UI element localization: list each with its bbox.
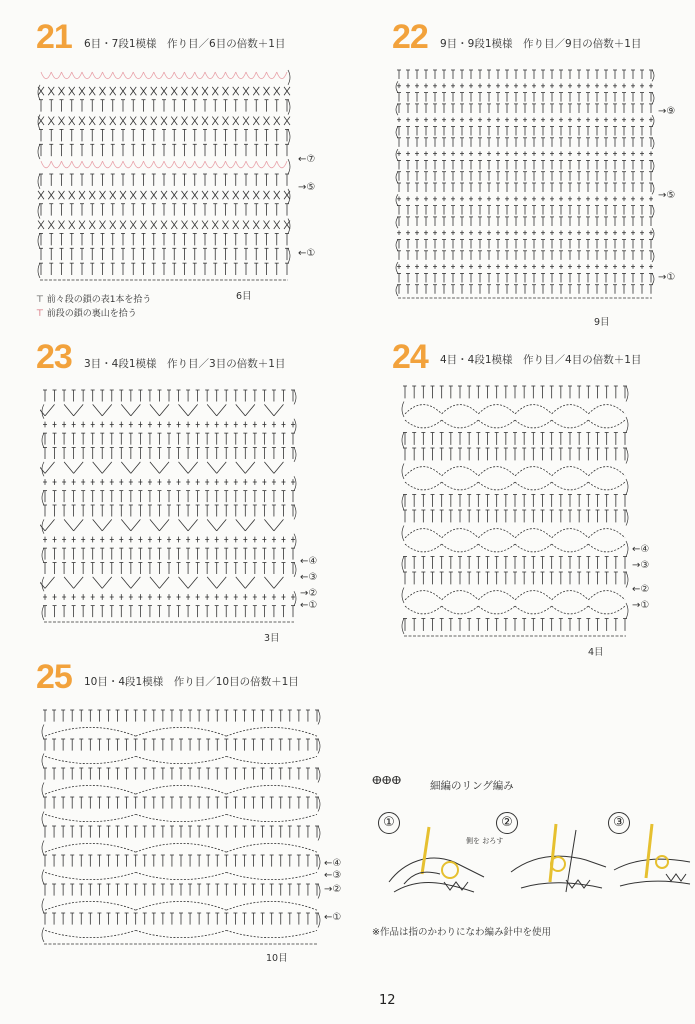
- page-number: 12: [379, 993, 396, 1008]
- pattern-24-row-1: →①: [632, 600, 650, 611]
- pattern-23-repeat: 3目: [264, 633, 280, 644]
- ring-symbol: ⴲⴲⴲ: [372, 774, 402, 787]
- pattern-21-row-5: →⑤: [298, 182, 316, 193]
- ring-illustration-2: [506, 822, 610, 898]
- pattern-22-row-1: →①: [658, 272, 676, 283]
- pattern-21-row-7: ←⑦: [298, 154, 316, 165]
- ring-step-1: ①: [378, 812, 400, 834]
- legend-21-line1: ⊤ 前々段の鎖の表1本を拾う: [36, 295, 152, 305]
- pattern-24-row-4: ←④: [632, 544, 650, 555]
- pattern-21-caption: 6目・7段1模様 作り目／6目の倍数＋1目: [84, 38, 286, 50]
- pattern-25-number: 25: [36, 658, 72, 696]
- pattern-25-chart: [40, 704, 322, 950]
- pattern-25-row-3: ←③: [324, 870, 342, 881]
- ring-step-2: ②: [496, 812, 518, 834]
- pattern-23-number: 23: [36, 338, 72, 376]
- pattern-21-number: 21: [36, 18, 72, 56]
- pattern-23-row-4: ←④: [300, 556, 318, 567]
- pattern-21-row-1: ←①: [298, 248, 316, 259]
- pattern-25-repeat: 10目: [266, 953, 288, 964]
- pattern-22-row-9: →⑨: [658, 106, 676, 117]
- ring-illustration-1: [384, 822, 494, 898]
- pattern-23-chart: [40, 384, 298, 628]
- ring-title: 細編のリング編み: [430, 780, 514, 792]
- pattern-24-row-2: ←②: [632, 584, 650, 595]
- ring-footnote: ※作品は指のかわりになわ編み針中を使用: [372, 927, 551, 938]
- pattern-23-caption: 3目・4段1模様 作り目／3目の倍数＋1目: [84, 358, 286, 370]
- pattern-25-row-2: →②: [324, 884, 342, 895]
- pattern-22-number: 22: [392, 18, 428, 56]
- pattern-22-repeat: 9目: [594, 317, 610, 328]
- pattern-23-row-2: →②: [300, 588, 318, 599]
- pattern-24-caption: 4目・4段1模様 作り目／4目の倍数＋1目: [440, 354, 642, 366]
- ring-illustration-3: [612, 822, 692, 898]
- pattern-22-caption: 9目・9段1模様 作り目／9目の倍数＋1目: [440, 38, 642, 50]
- pattern-25-caption: 10目・4段1模様 作り目／10目の倍数＋1目: [84, 676, 299, 688]
- pattern-24-repeat: 4目: [588, 647, 604, 658]
- pattern-24-chart: [400, 380, 630, 642]
- pattern-21-chart: [36, 64, 292, 286]
- pattern-23-row-3: ←③: [300, 572, 318, 583]
- pattern-22-row-5: →⑤: [658, 190, 676, 201]
- legend-21-line2: ⊤ 前段の鎖の裏山を拾う: [36, 309, 137, 319]
- ring-note: 側を おろす: [466, 837, 504, 845]
- pattern-25-row-4: ←④: [324, 858, 342, 869]
- ring-step-3: ③: [608, 812, 630, 834]
- pattern-21-repeat: 6目: [236, 291, 252, 302]
- pattern-24-row-3: →③: [632, 560, 650, 571]
- pattern-23-row-1: ←①: [300, 600, 318, 611]
- pattern-24-number: 24: [392, 338, 428, 376]
- pattern-25-row-1: ←①: [324, 912, 342, 923]
- pattern-22-chart: [394, 64, 656, 304]
